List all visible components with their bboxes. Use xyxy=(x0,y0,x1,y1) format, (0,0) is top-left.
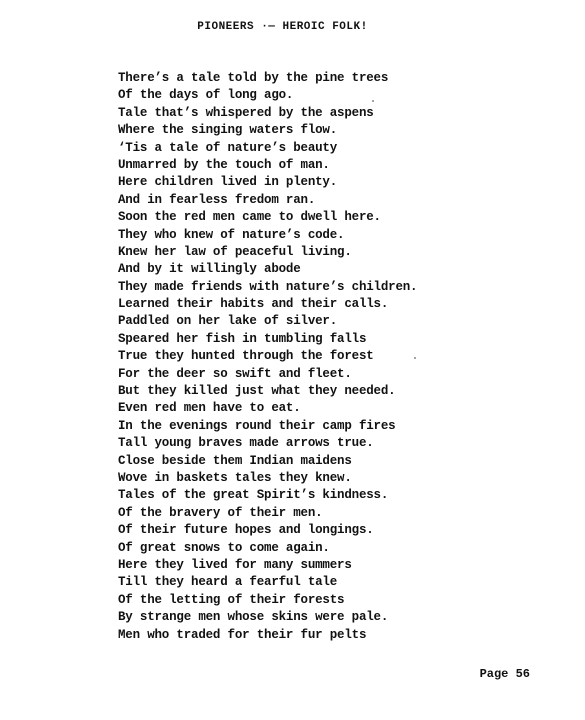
poem-line: Paddled on her lake of silver. xyxy=(118,314,338,329)
poem-line: Even red men have to eat. xyxy=(118,401,301,416)
poem-body xyxy=(118,70,417,644)
poem-line: Where the singing waters flow. xyxy=(118,123,338,138)
poem-line: Of the bravery of their men. xyxy=(118,505,323,520)
poem-line: They who knew of nature’s code. xyxy=(118,227,345,242)
poem-line: They made friends with nature’s children. xyxy=(118,279,418,294)
poem-line: Of their future hopes and longings. xyxy=(118,523,374,538)
poem-line: Till they heard a fearful tale xyxy=(118,575,338,590)
poem-line: ‘Tis a tale of nature’s beauty xyxy=(118,140,338,155)
poem-line: Soon the red men came to dwell here. xyxy=(118,210,381,225)
page-number: Page 56 xyxy=(479,667,530,681)
poem-line: Wove in baskets tales they knew. xyxy=(118,470,352,485)
poem-line: Tales of the great Spirit’s kindness. xyxy=(118,488,389,503)
poem-line: Of great snows to come again. xyxy=(118,540,330,555)
poem-line: Here they lived for many summers xyxy=(118,557,352,572)
poem-line: By strange men whose skins were pale. xyxy=(118,610,389,625)
poem-line: Close beside them Indian maidens xyxy=(118,453,352,468)
poem-line: True they hunted through the forest xyxy=(118,349,374,364)
poem-line: Here children lived in plenty. xyxy=(118,175,338,190)
scan-speck xyxy=(372,100,374,102)
poem-line: Learned their habits and their calls. xyxy=(118,297,389,312)
poem-line: In the evenings round their camp fires xyxy=(118,418,396,433)
poem-line: Speared her fish in tumbling falls xyxy=(118,331,367,346)
poem-line: Tale that’s whispered by the aspens xyxy=(118,105,374,120)
poem-line: But they killed just what they needed. xyxy=(118,384,396,399)
poem-line: Of the days of long ago. xyxy=(118,88,294,103)
poem-line: There’s a tale told by the pine trees xyxy=(118,71,389,85)
poem-line: And by it willingly abode xyxy=(118,262,301,277)
poem-line: And in fearless fredom ran. xyxy=(118,192,316,207)
poem-line: Unmarred by the touch of man. xyxy=(118,157,330,172)
poem-line: Of the letting of their forests xyxy=(118,592,345,607)
poem-line: Men who traded for their fur pelts xyxy=(118,627,367,642)
poem-line: For the deer so swift and fleet. xyxy=(118,366,352,381)
page-title: PIONEERS ·— HEROIC FOLK! xyxy=(197,21,368,33)
scan-speck xyxy=(414,357,416,359)
poem-line: Knew her law of peaceful living. xyxy=(118,244,352,259)
poem-line: Tall young braves made arrows true. xyxy=(118,436,374,451)
